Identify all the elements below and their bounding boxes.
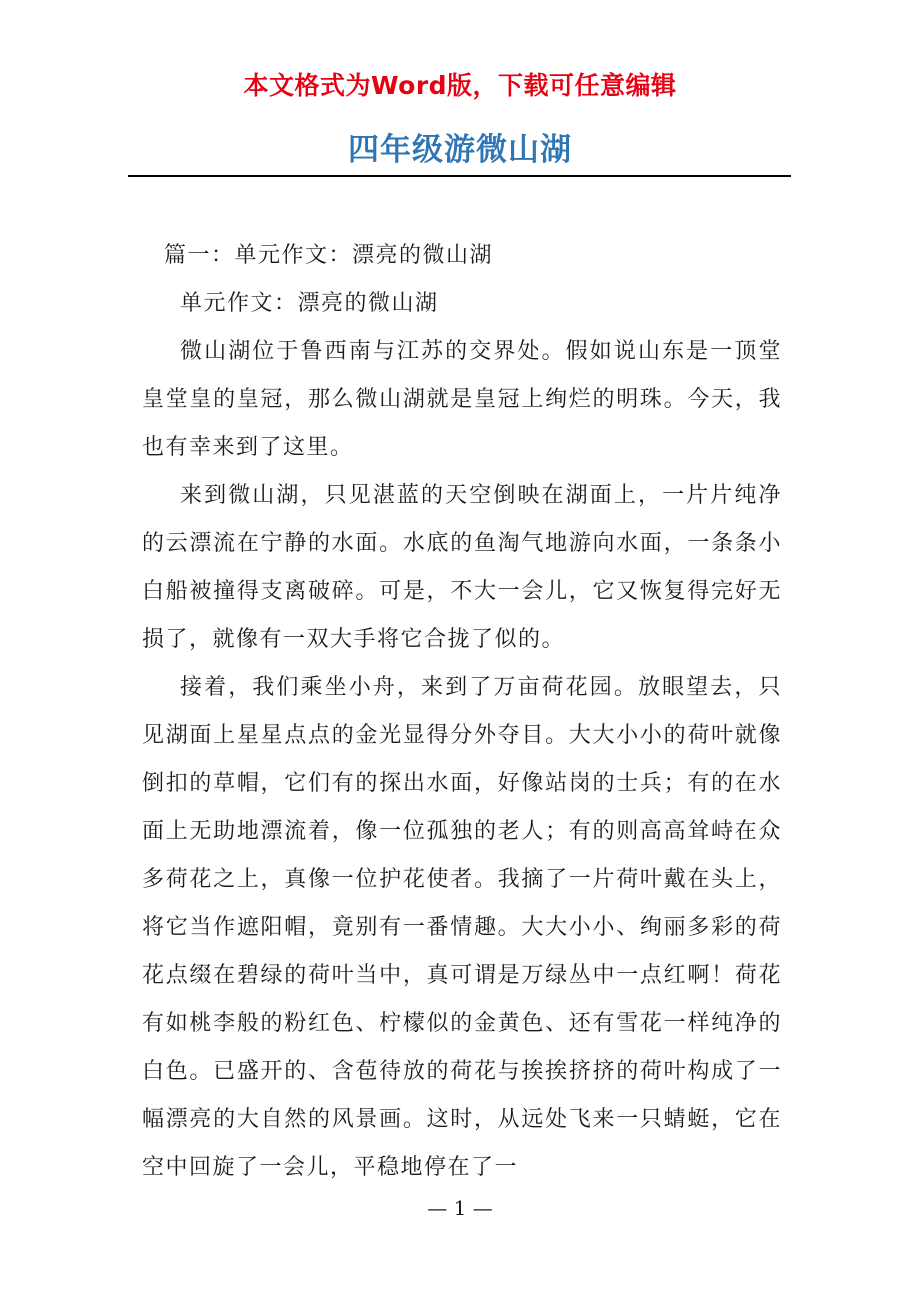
download-notice-banner: 本文格式为Word版，下载可任意编辑 (243, 71, 677, 100)
page-number: — 1 — (427, 1196, 493, 1220)
document-body (142, 232, 782, 1192)
essay-subtitle: 单元作文：漂亮的微山湖 (180, 291, 439, 316)
section-heading: 篇一：单元作文：漂亮的微山湖 (164, 243, 494, 268)
body-paragraph: 接着，我们乘坐小舟，来到了万亩荷花园。放眼望去，只见湖面上星星点点的金光显得分外夺目。大大小小的荷叶就像倒扣的草帽，它们有的探出水面，好像站岗的士兵；有的在水面上无助地漂流着，像一位孤独的老人；有的则高高耸峙在众多荷花之上，真像一位护花使者。我摘了一片荷叶戴在头上，将它当作遮阳帽，竟别有一番情趣。大大小小、绚丽多彩的荷花点缀在碧绿的荷叶当中，真可谓是万绿丛中一点红啊！荷花有如桃李般的粉红色、柠檬似的金黄色、还有雪花一样纯净的白色。已盛开的、含苞待放的荷花与挨挨挤挤的荷叶构成了一幅漂亮的大自然的风景画。这时，从远处飞来一只蜻蜓，它在空中回旋了一会儿，平稳地停在了一 (142, 675, 782, 1180)
body-paragraph: 微山湖位于鲁西南与江苏的交界处。假如说山东是一顶堂皇堂皇的皇冠，那么微山湖就是皇冠上绚烂的明珠。今天，我也有幸来到了这里。 (142, 339, 782, 460)
body-paragraph: 来到微山湖，只见湛蓝的天空倒映在湖面上，一片片纯净的云漂流在宁静的水面。水底的鱼淘气地游向水面，一条条小白船被撞得支离破碎。可是，不大一会儿，它又恢复得完好无损了，就像有一双大手将它合拢了似的。 (142, 483, 782, 652)
title-divider (128, 175, 791, 177)
document-title: 四年级游微山湖 (348, 132, 572, 168)
